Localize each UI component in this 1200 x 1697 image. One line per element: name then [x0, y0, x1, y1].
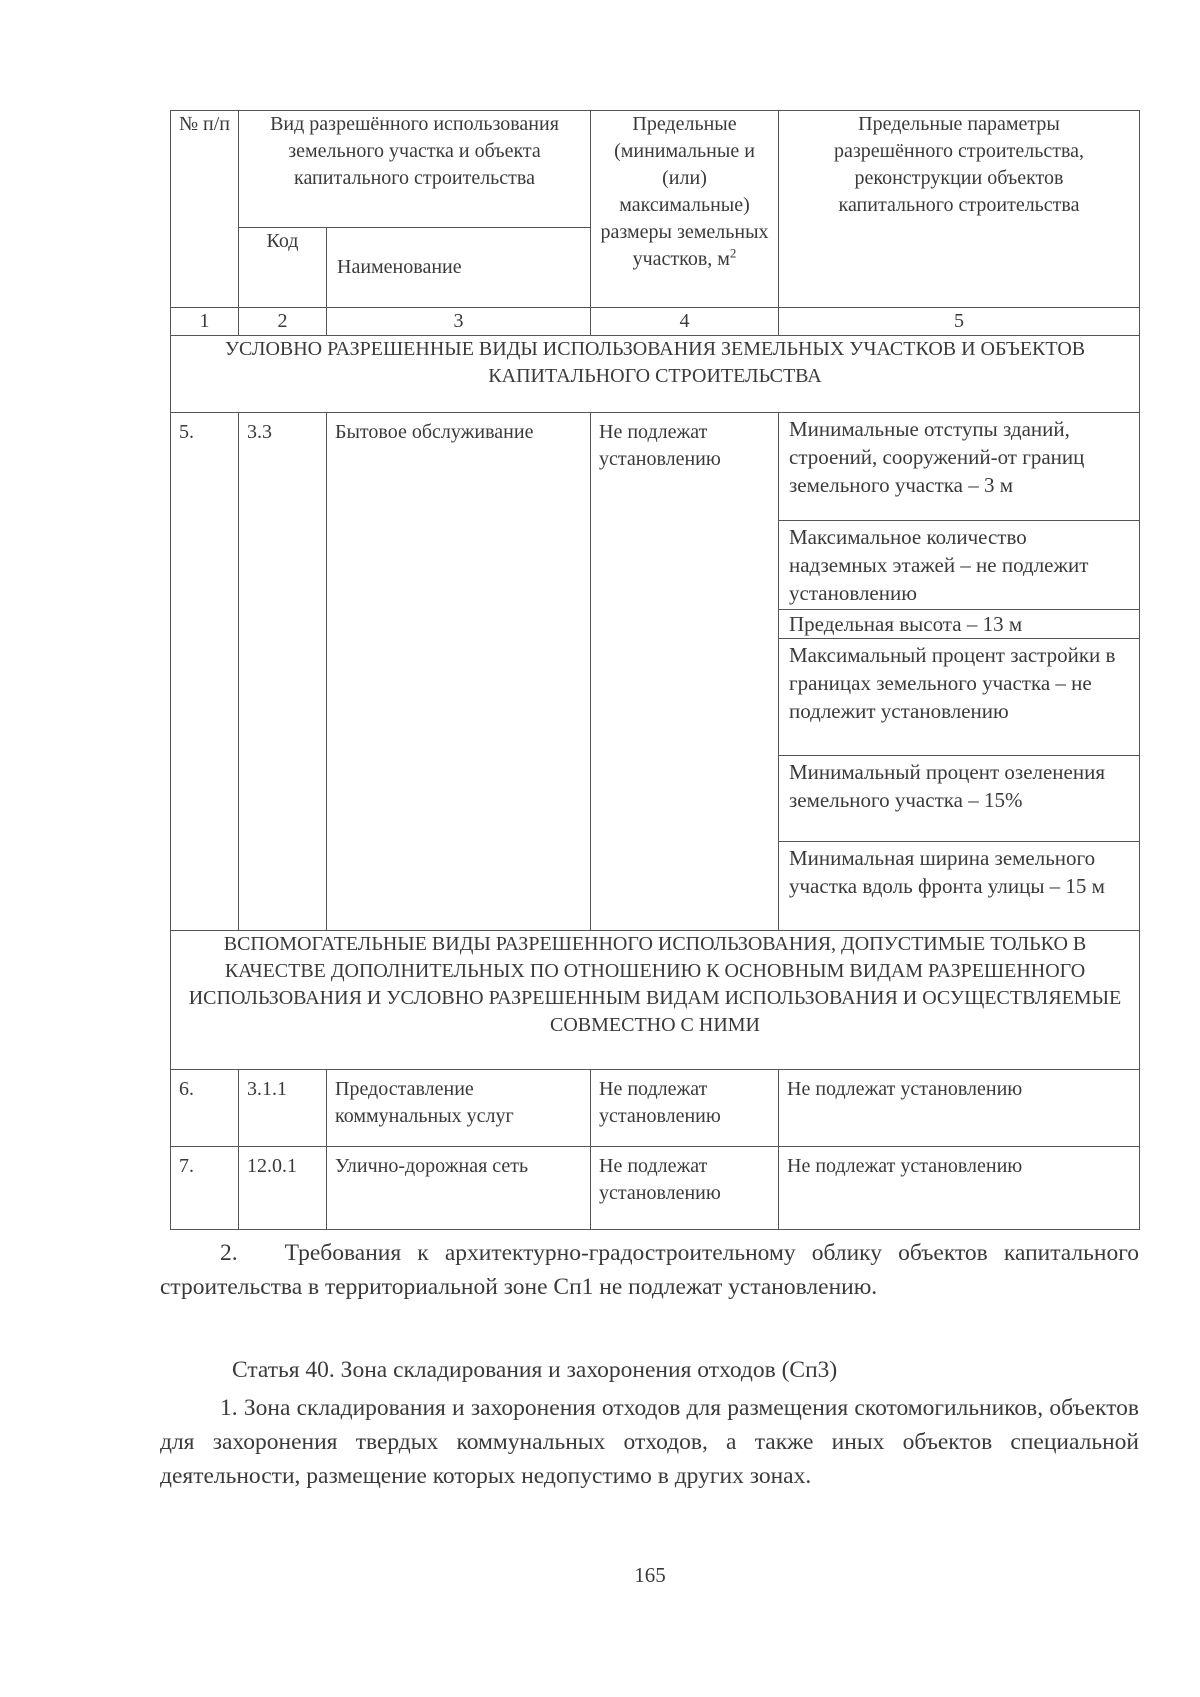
column-number: 3 [327, 308, 591, 336]
section-auxiliary-title: ВСПОМОГАТЕЛЬНЫЕ ВИДЫ РАЗРЕШЕННОГО ИСПОЛЬЗОВАНИЯ, ДОПУСТИМЫЕ ТОЛЬКО В КАЧЕСТВЕ ДОПОЛНИТЕЛЬНЫХ ПО ОТНОШЕНИЮ К ОСНОВНЫМ ВИДАМ РАЗРЕШЕННОГО ИСПОЛЬЗОВАНИЯ И УСЛОВНО РАЗРЕШЕННЫМ ВИДАМ ИСПОЛЬЗОВАНИЯ И ОСУЩЕСТВЛЯЕМЫЕ СОВМЕСТНО С НИМИ [171, 931, 1140, 1070]
row5-param: Минимальный процент озеленения земельного участка – 15% [779, 756, 1140, 842]
row7-name: Улично-дорожная сеть [327, 1147, 591, 1230]
row6-name: Предоставление коммунальных услуг [327, 1070, 591, 1147]
row7-sizes: Не подлежат установлению [591, 1147, 779, 1230]
table-header-row [171, 111, 1140, 228]
row5-name: Бытовое обслуживание [327, 413, 591, 931]
row5-sizes: Не подлежат установлению [591, 413, 779, 931]
header-params: Предельные параметры разрешённого строительства, реконструкции объектов капитального строительства [779, 111, 1140, 308]
header-use-type: Вид разрешённого использования земельного участка и объекта капитального строительства [239, 111, 591, 228]
row5-param: Максимальное количество надземных этажей – не подлежит установлению [779, 521, 1140, 610]
header-num: № п/п [171, 111, 239, 308]
section-conditional-title: УСЛОВНО РАЗРЕШЕННЫЕ ВИДЫ ИСПОЛЬЗОВАНИЯ ЗЕМЕЛЬНЫХ УЧАСТКОВ И ОБЪЕКТОВ КАПИТАЛЬНОГО СТРОИТЕЛЬСТВА [171, 336, 1140, 413]
row5-code: 3.3 [239, 413, 327, 931]
table-row [171, 1147, 1140, 1230]
row6-num: 6. [171, 1070, 239, 1147]
row7-params: Не подлежат установлению [779, 1147, 1140, 1230]
table-row [171, 413, 1140, 521]
row5-param: Максимальный процент застройки в границах земельного участка – не подлежит установлению [779, 639, 1140, 756]
header-name: Наименование [327, 228, 591, 308]
article-paragraph-1: 1. Зона складирования и захоронения отходов для размещения скотомогильников, объектов для захоронения твердых коммунальных отходов, а также иных объектов специальной деятельности, размещение которых недопустимо в других зонах. [160, 1395, 1139, 1489]
row7-num: 7. [171, 1147, 239, 1230]
paragraph-2: 2. Требования к архитектурно-градостроительному облику объектов капитального строительства в территориальной зоне Сп1 не подлежат установлению. [160, 1240, 1139, 1300]
article-heading: Статья 40. Зона складирования и захоронения отходов (Сп3) [232, 1357, 838, 1383]
page-number: 165 [634, 1563, 666, 1587]
table-row [171, 1070, 1140, 1147]
section-row [171, 336, 1140, 413]
row5-param: Минимальные отступы зданий, строений, сооружений-от границ земельного участка – 3 м [779, 413, 1140, 521]
row6-params: Не подлежат установлению [779, 1070, 1140, 1147]
row5-num: 5. [171, 413, 239, 931]
section-row [171, 931, 1140, 1070]
header-sizes: Предельные (минимальные и (или) максимальные) размеры земельных участков, $м^2$ [591, 111, 779, 308]
row5-param: Предельная высота – 13 м [779, 610, 1140, 639]
row6-code: 3.1.1 [239, 1070, 327, 1147]
column-number: 2 [239, 308, 327, 336]
header-code: Код [239, 228, 327, 308]
row6-sizes: Не подлежат установлению [591, 1070, 779, 1147]
column-number: 5 [779, 308, 1140, 336]
column-number: 1 [171, 308, 239, 336]
row5-param: Минимальная ширина земельного участка вдоль фронта улицы – 15 м [779, 842, 1140, 931]
row7-code: 12.0.1 [239, 1147, 327, 1230]
zone-parameters-table [170, 110, 1140, 1230]
column-number: 4 [591, 308, 779, 336]
column-numbers-row [171, 308, 1140, 336]
